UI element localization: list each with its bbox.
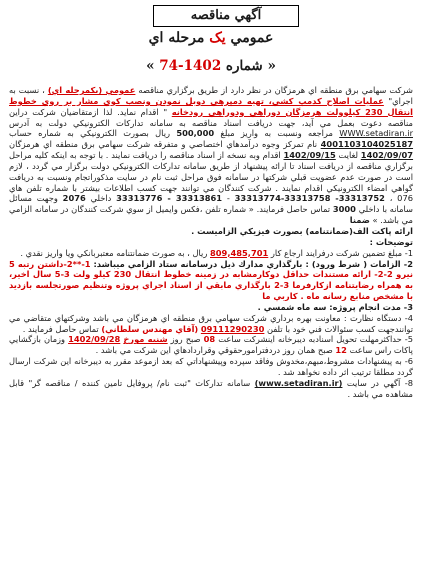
number-open: « شماره <box>225 58 276 74</box>
subject-tail: " اقدام نمايد. <box>117 106 168 117</box>
period-text-3: اقدام وبه <box>249 150 281 161</box>
heading-post: مرحله اي <box>148 30 205 46</box>
opening-time: 12 <box>335 345 347 356</box>
system-ext-text: سامانه با داخلي <box>358 204 413 215</box>
system-text: وجهت مسائل <box>9 193 58 204</box>
phone-numbers-a: 33313776 - 33313861 <box>116 193 223 204</box>
deadline-date: 1402/09/28 <box>68 334 121 345</box>
note-8 <box>9 378 413 400</box>
note-1 <box>9 248 413 259</box>
note-4 <box>9 313 413 335</box>
note-5 <box>9 334 413 356</box>
note-4-text: 4- دستگاه نظارت : معاونت بهره برداري شركت سهامي برق منطقه اي هرمزگان مي باشد وشركتهاي متقاضي مي توانندجهت كسب سئوالات فني خود با تلفن <box>9 312 413 334</box>
note-5-text-b: صبح روز <box>170 334 201 345</box>
extension-a: 2076 <box>62 193 86 204</box>
fee-unit: ريال <box>155 128 171 139</box>
note-8-website[interactable]: (www.setadiran.ir) <box>254 377 343 388</box>
note-8-text-b: سامانه تداركات "ثبت نام/ پروفايل تامين كننده / مناقصه گر" قابل مشاهده مي باشد . <box>9 377 413 399</box>
notice-box-title: آگهي مناقصه <box>153 5 299 27</box>
notice-number <box>5 58 417 74</box>
tender-subject: عمليات اصلاح كدمپ كشي، تهيه دمپرهي دوبل نمودن ونصب كوي مشار بر روي خطوط انتقال 230 كيلوولت هرمزگان دوراهي ودوراهي رودخانه <box>9 95 413 117</box>
notice-body <box>9 85 413 571</box>
period-text-2: لغايت <box>338 150 359 161</box>
period-text-1: هرمزگان <box>9 139 40 150</box>
deadline-day: شنبه مورخ <box>123 334 168 345</box>
note-4-tail: تماس حاصل فرمايند . <box>22 323 99 334</box>
envelope-requirement: ارائه پاكت الف(ضمانتنامه) بصورت فيزيكي الزاميست . <box>191 225 413 236</box>
website-link[interactable]: WWW.setadiran.ir <box>339 128 413 139</box>
intro-text-2: ، نسبت به اجراي" <box>9 85 413 106</box>
extension-text: ، 076 داخلي <box>90 193 414 204</box>
address-label: آدرس <box>9 117 30 128</box>
note-1-text-b: ريال ، به صورت ضمانتنامه معتبربانكي ويا واريز نقدي . <box>20 247 208 258</box>
intro-type: عمومي (يكمرحله اي) <box>47 85 136 95</box>
note-5-text-a: 5- حداكثرمهلت تحويل اسنادبه ديبرخانه اينشركت ساعت <box>218 334 414 345</box>
account-owner-text: وجوه درآمدهاي اختصاصي و متفرقه شرکت سهامي برق منطقه اي <box>43 139 280 150</box>
number-close: » <box>146 58 155 74</box>
invite-text: لذا ازمتقاضيان شركت دراين مناقصه دعوت بعمل مي آيد، جهت دريافت اسناد مناقصه به سامانه تداركات الكترونيكي دولت به <box>9 106 413 128</box>
notice-heading <box>5 30 417 46</box>
contact-requirement: تماس حاصل فرمايند. « شماره تلفن ،فكس وايميل از سوي شركت كنندگان در سامانه الزامي مي باشد. » <box>9 204 413 226</box>
note-5-text-d: صبح همان روز دردفترامورحقوقي وقراردادهاي اين شركت مي باشد . <box>95 345 333 356</box>
phone-numbers-b: 33313774-33313758 <box>234 193 331 204</box>
date-to: 1402/09/15 <box>283 150 336 161</box>
extension-b: 3000 <box>332 204 356 215</box>
account-name-text: نام تمركز <box>283 139 318 150</box>
note-2-text-a: 2- الزامات ( شرط ورود) : بارگذاري مدارك ذيل درسامانه ستاد الزامي ميباشد: <box>93 258 413 269</box>
process-text: نسخه از اسناد مناقصه را دريافت نمايند . با توجه به اينكه كليه مراحل برگزاري مناقصه از دريافت اسناد تا ارائه پيشنهاد از طريق سامانه تداركات الكترونيكي دولت برگزار مي گردد ، لازم است در صورت عدم عضويت قبلي شركتها در سامانه فوق مراحل ثبت نام در سايت مذكوراتجام ونسبت به دريافت گواهي امضاء الكترونيكي اقدام نمايند . شركت كنندگان مي توانند جهت كسب اطلاعات بيشتر با شماره تلفن هاي <box>9 150 413 193</box>
note-2-text-b: 1-**2-داشتن رتبه 5 نيرو 2-2- ارائه مستندات حداقل دوكارمشابه در زمينه خطوط انتقال 230 كيلو ولت 3-5 سال اخير، به همراه رضايتنامه ازكارفرما 3-2 بارگذاري مابقي از اسناد اجراي پروژه وتنظيم صورتجلسه بازديد با مشخص منابع رسانه ماه . كاربي ما <box>9 258 413 302</box>
document-fee: 500,000 <box>176 128 215 139</box>
supervisor-name: (آقاي مهندس سلطاني) <box>101 323 199 334</box>
account-text: بصورت الكترونيكي به شماره حساب <box>9 128 149 139</box>
account-number: 4001103104025187 <box>320 139 414 150</box>
date-from: 1402/09/07 <box>360 150 414 161</box>
guarantee-amount: 809,485,701 <box>210 247 269 258</box>
intro-paragraph <box>9 85 413 226</box>
number-value: 74-1402 <box>159 58 222 74</box>
note-6: 6- به پيشنهادات مشروط،مبهم،مخدوش وفاقد سپرده وپيشنهاداتي كه بعد ازموعد مقرر به ديبرخانه اين شركت ارسال گردد مطلقا ترتيب اثر داده نخواهد شد . <box>9 356 413 377</box>
also-text: ضمنا <box>349 215 370 226</box>
note-2 <box>9 259 413 302</box>
phone-numbers-c: -33313752 <box>335 193 385 204</box>
phone-sep: - <box>226 193 230 204</box>
note-8-text-a: 8- آگهي در سايت <box>346 377 414 388</box>
notes-label: توضيحات : <box>369 236 413 247</box>
intro-text-1: شركت سهامي برق منطقه اي هرمزگان در نظر دارد از طريق برگزاري مناقصه <box>138 85 413 95</box>
supervisor-phone: 09111290230 <box>200 323 265 334</box>
note-3: 3- مدت انجام پروژه: سه ماه شمسي . <box>257 301 413 312</box>
heading-red: يک <box>209 30 226 46</box>
deadline-time: 08 <box>203 334 216 345</box>
deposit-text: مراجعه ونسبت به واريز مبلغ <box>220 128 333 139</box>
note-1-text-a: 1- مبلغ تضمين شركت درفرايند ارجاع كار <box>270 247 413 258</box>
tender-notice <box>5 5 417 571</box>
note-5-text-c: وزمان بازگشايي پاكات راس ساعت <box>9 334 413 356</box>
heading-pre: عمومي <box>230 30 274 46</box>
